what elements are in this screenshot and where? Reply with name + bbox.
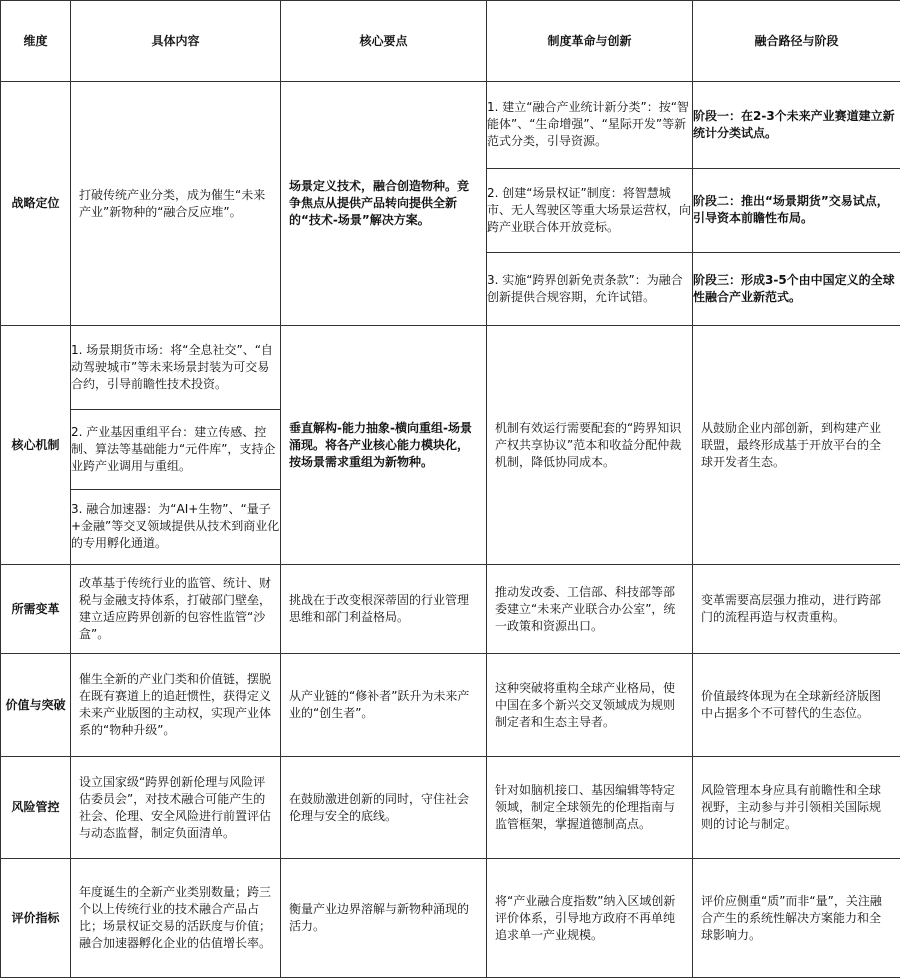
header-path: 融合路径与阶段 [693,1,900,82]
path-cell: 从鼓励企业内部创新，到构建产业联盟，最终形成基于开放平台的全球开发者生态。 [693,326,900,565]
key-cell: 衡量产业边界溶解与新物种涌现的活力。 [281,859,487,978]
content-cell: 打破传统产业分类，成为催生“未来产业”新物种的“融合反应堆”。 [71,82,281,326]
dimension-label: 战略定位 [1,82,71,326]
table-row [1,757,900,859]
path-cell: 价值最终体现为在全球新经济版图中占据多个不可替代的生态位。 [693,654,900,757]
key-cell: 在鼓励激进创新的同时，守住社会伦理与安全的底线。 [281,757,487,859]
header-content: 具体内容 [71,1,281,82]
dimension-label: 价值与突破 [1,654,71,757]
dimension-label: 评价指标 [1,859,71,978]
path-stage: 阶段一：在2-3个未来产业赛道建立新统计分类试点。 [693,82,900,168]
reform-cell [487,82,693,326]
content-cell: 改革基于传统行业的监管、统计、财税与金融支持体系，打破部门壁垒，建立适应跨界创新的包容性监管“沙盒”。 [71,565,281,654]
path-cell: 评价应侧重“质”而非“量”，关注融合产生的系统性解决方案能力和全球影响力。 [693,859,900,978]
reform-item: 2. 创建“场景权证”制度：将智慧城市、无人驾驶区等重大场景运营权，向跨产业联合体开放竞标。 [487,168,692,252]
header-dimension: 维度 [1,1,71,82]
header-row [1,1,900,82]
key-cell: 场景定义技术，融合创造物种。竞争焦点从提供产品转向提供全新的“技术-场景”解决方案。 [281,82,487,326]
dimension-label: 所需变革 [1,565,71,654]
dimension-label: 核心机制 [1,326,71,565]
reform-cell: 推动发改委、工信部、科技部等部委建立“未来产业联合办公室”，统一政策和资源出口。 [487,565,693,654]
header-key-points: 核心要点 [281,1,487,82]
key-cell: 挑战在于改变根深蒂固的行业管理思维和部门利益格局。 [281,565,487,654]
reform-item: 1. 建立“融合产业统计新分类”：按“智能体”、“生命增强”、“星际开发”等新范式分类，引导资源。 [487,82,692,168]
reform-cell: 机制有效运行需要配套的“跨界知识产权共享协议”范本和收益分配仲裁机制，降低协同成本。 [487,326,693,565]
content-cell: 年度诞生的全新产业类别数量；跨三个以上传统行业的技术融合产品占比；场景权证交易的活跃度与价值；融合加速器孵化企业的估值增长率。 [71,859,281,978]
header-reform: 制度革命与创新 [487,1,693,82]
content-cell: 设立国家级“跨界创新伦理与风险评估委员会”，对技术融合可能产生的社会、伦理、安全风险进行前置评估与动态监督，制定负面清单。 [71,757,281,859]
reform-cell: 针对如脑机接口、基因编辑等特定领域，制定全球领先的伦理指南与监管框架，掌握道德制高点。 [487,757,693,859]
content-cell [71,326,281,565]
path-cell: 风险管理本身应具有前瞻性和全球视野，主动参与并引领相关国际规则的讨论与制定。 [693,757,900,859]
key-cell: 垂直解构-能力抽象-横向重组-场景涌现。将各产业核心能力模块化，按场景需求重组为新物种。 [281,326,487,565]
table-row [1,859,900,978]
table-row [1,565,900,654]
content-cell: 催生全新的产业门类和价值链，摆脱在既有赛道上的追赶惯性，获得定义未来产业版图的主动权，实现产业体系的“物种升级”。 [71,654,281,757]
reform-subtable [487,82,692,325]
path-cell [693,82,900,326]
path-cell: 变革需要高层强力推动，进行跨部门的流程再造与权责重构。 [693,565,900,654]
table-row [1,654,900,757]
reform-item: 3. 实施“跨界创新免责条款”：为融合创新提供合规容期，允许试错。 [487,252,692,325]
path-stage: 阶段二：推出“场景期货”交易试点，引导资本前瞻性布局。 [693,168,900,252]
content-item: 2. 产业基因重组平台：建立传感、控制、算法等基础能力“元件库”，支持企业跨产业调用与重组。 [71,409,280,489]
key-cell: 从产业链的“修补者”跃升为未来产业的“创生者”。 [281,654,487,757]
path-subtable [693,82,900,325]
table-row [1,326,900,565]
reform-cell: 将“产业融合度指数”纳入区域创新评价体系，引导地方政府不再单纯追求单一产业规模。 [487,859,693,978]
content-item: 3. 融合加速器：为“AI+生物”、“量子+金融”等交叉领域提供从技术到商业化的专用孵化通道。 [71,489,280,564]
path-stage: 阶段三：形成3-5个由中国定义的全球性融合产业新范式。 [693,252,900,325]
dimension-label: 风险管控 [1,757,71,859]
table-row [1,82,900,326]
content-subtable [71,326,280,564]
content-item: 1. 场景期货市场：将“全息社交”、“自动驾驶城市”等未来场景封装为可交易合约，引导前瞻性技术投资。 [71,326,280,409]
reform-cell: 这种突破将重构全球产业格局，使中国在多个新兴交叉领域成为规则制定者和生态主导者。 [487,654,693,757]
